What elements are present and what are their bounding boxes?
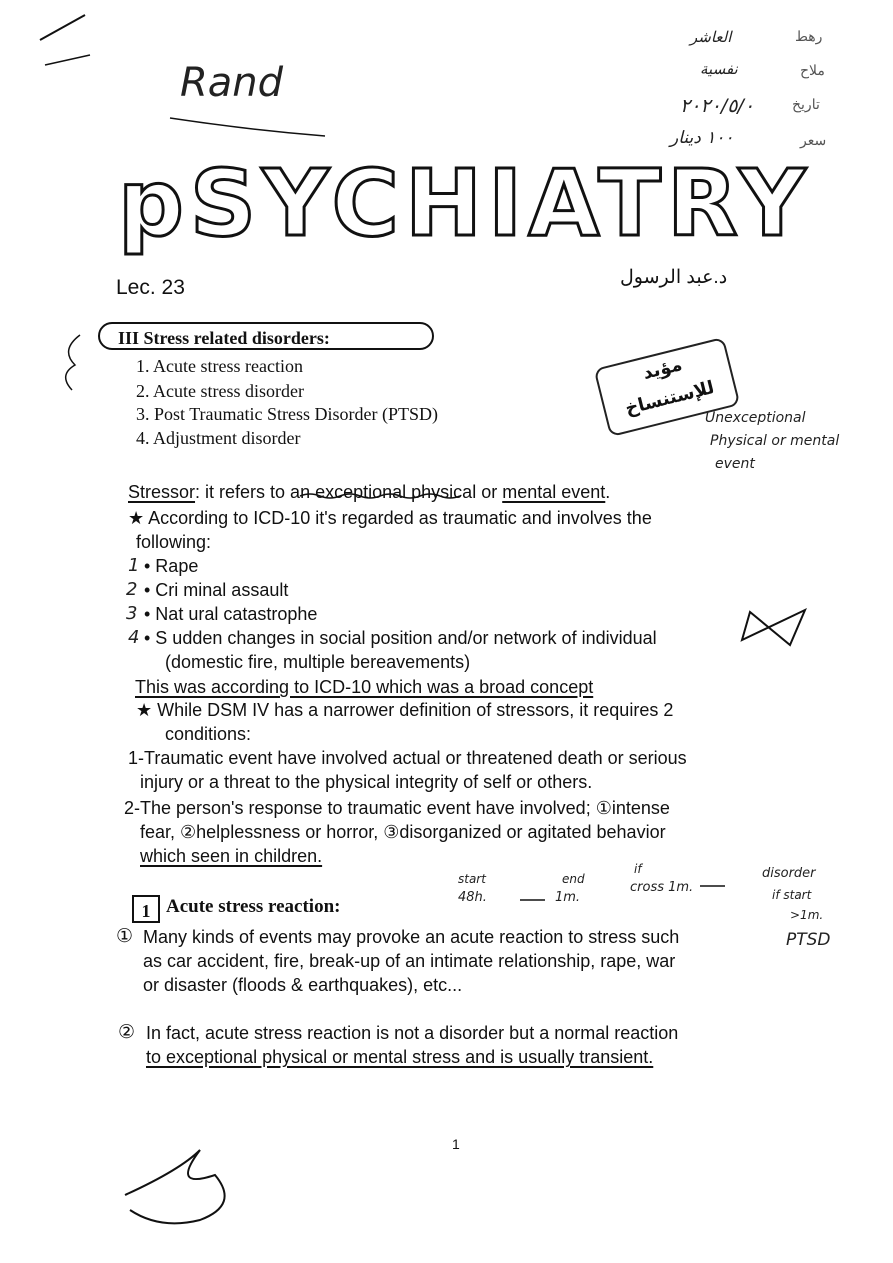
- arabic-label-1: رهط: [795, 28, 823, 44]
- timeline-end: end: [562, 872, 585, 886]
- timeline-result-2: if start: [772, 888, 812, 902]
- arabic-label-3: تاريخ: [792, 96, 820, 112]
- conditions-line: conditions:: [165, 724, 252, 744]
- list-item: • S udden changes in social position and/or network of individual: [144, 628, 657, 648]
- list-item-continuation: (domestic fire, multiple bereavements): [165, 652, 471, 672]
- arabic-note-2: نفسية: [700, 60, 738, 78]
- timeline-end-value: 1m.: [555, 890, 581, 905]
- arabic-label-4: سعر: [800, 132, 827, 148]
- following-line: following:: [136, 532, 212, 552]
- item-number: 3: [126, 603, 138, 624]
- broad-concept-line: This was according to ICD-10 which was a broad concept: [135, 677, 594, 697]
- page-title: pSYCHIATRY: [118, 150, 812, 257]
- disorder-item: 1. Acute stress reaction: [136, 356, 303, 376]
- timeline-if-value: cross 1m.: [630, 880, 694, 895]
- stressor-or: or: [476, 482, 503, 502]
- stamp-line-1: مؤيد: [640, 354, 685, 385]
- paragraph-1-line-1: Many kinds of events may provoke an acute reaction to stress such: [143, 927, 680, 947]
- margin-note-1: Unexceptional: [705, 410, 806, 426]
- stamp-line-2: للإستنساخ: [623, 376, 717, 420]
- page-number: 1: [452, 1136, 460, 1152]
- disorder-item: 4. Adjustment disorder: [136, 428, 301, 448]
- item-number: 1: [128, 555, 140, 576]
- condition-2-end: which seen in children.: [140, 846, 323, 866]
- stressor-term: Stressor: [128, 482, 196, 502]
- list-item: • Rape: [144, 556, 199, 576]
- section-number-box: 1: [132, 895, 160, 923]
- paragraph-2-line-2: to exceptional physical or mental stress and is usually transient.: [146, 1047, 654, 1067]
- margin-note-2: Physical or mental: [710, 433, 840, 449]
- paragraph-1-line-3: or disaster (floods & earthquakes), etc...: [143, 975, 463, 995]
- item-number: 2: [126, 579, 138, 600]
- timeline-start-value: 48h.: [458, 890, 487, 905]
- arabic-note-1: العاشر: [690, 28, 732, 46]
- timeline-result-3: >1m.: [790, 908, 824, 922]
- list-item: • Nat ural catastrophe: [144, 604, 318, 624]
- arabic-note-4: ١٠٠ دينار: [670, 128, 734, 148]
- condition-2: 2-The person's response to traumatic event have involved; ①intense: [124, 798, 670, 818]
- timeline-result-4: PTSD: [786, 930, 831, 950]
- condition-2-cont: fear, ②helplessness or horror, ③disorganized or agitated behavior: [140, 822, 666, 842]
- stressor-exceptional: exceptional physical: [315, 482, 477, 502]
- icd10-line: ★ According to ICD-10 it's regarded as traumatic and involves the: [128, 508, 652, 528]
- stressor-period: .: [605, 482, 611, 502]
- arabic-note-3: ٢٠٢٠/٥/٠: [680, 95, 755, 117]
- disorder-item: 2. Acute stress disorder: [136, 381, 304, 401]
- condition-1-cont: injury or a threat to the physical integrity of self or others.: [140, 772, 593, 792]
- disorder-item: 3. Post Traumatic Stress Disorder (PTSD): [136, 404, 439, 424]
- stressor-definition: [128, 480, 610, 504]
- list-item: • Cri minal assault: [144, 580, 289, 600]
- section-heading: III Stress related disorders:: [98, 322, 434, 350]
- lecture-number: Lec. 23: [116, 276, 185, 299]
- stressor-text: : it refers to an: [195, 482, 316, 502]
- paragraph-1-line-2: as car accident, fire, break-up of an intimate relationship, rape, war: [143, 951, 676, 971]
- timeline-start: start: [458, 872, 486, 886]
- section-title: Acute stress reaction:: [166, 896, 341, 917]
- circled-2-icon: ②: [118, 1022, 136, 1043]
- timeline-result: disorder: [762, 866, 816, 881]
- stressor-mental-event: mental event: [502, 482, 606, 502]
- timeline-if: if: [634, 862, 642, 876]
- arabic-label-2: ملاح: [800, 62, 825, 78]
- doctor-name: د.عبد الرسول: [620, 267, 728, 288]
- paragraph-2-line-1: In fact, acute stress reaction is not a disorder but a normal reaction: [146, 1023, 679, 1043]
- dsm-line: ★ While DSM IV has a narrower definition of stressors, it requires 2: [136, 700, 674, 720]
- condition-1: 1-Traumatic event have involved actual or threatened death or serious: [128, 748, 687, 768]
- circled-1-icon: ①: [116, 926, 134, 947]
- name-signature: Rand: [180, 60, 284, 106]
- margin-note-3: event: [715, 456, 755, 472]
- item-number: 4: [128, 627, 140, 648]
